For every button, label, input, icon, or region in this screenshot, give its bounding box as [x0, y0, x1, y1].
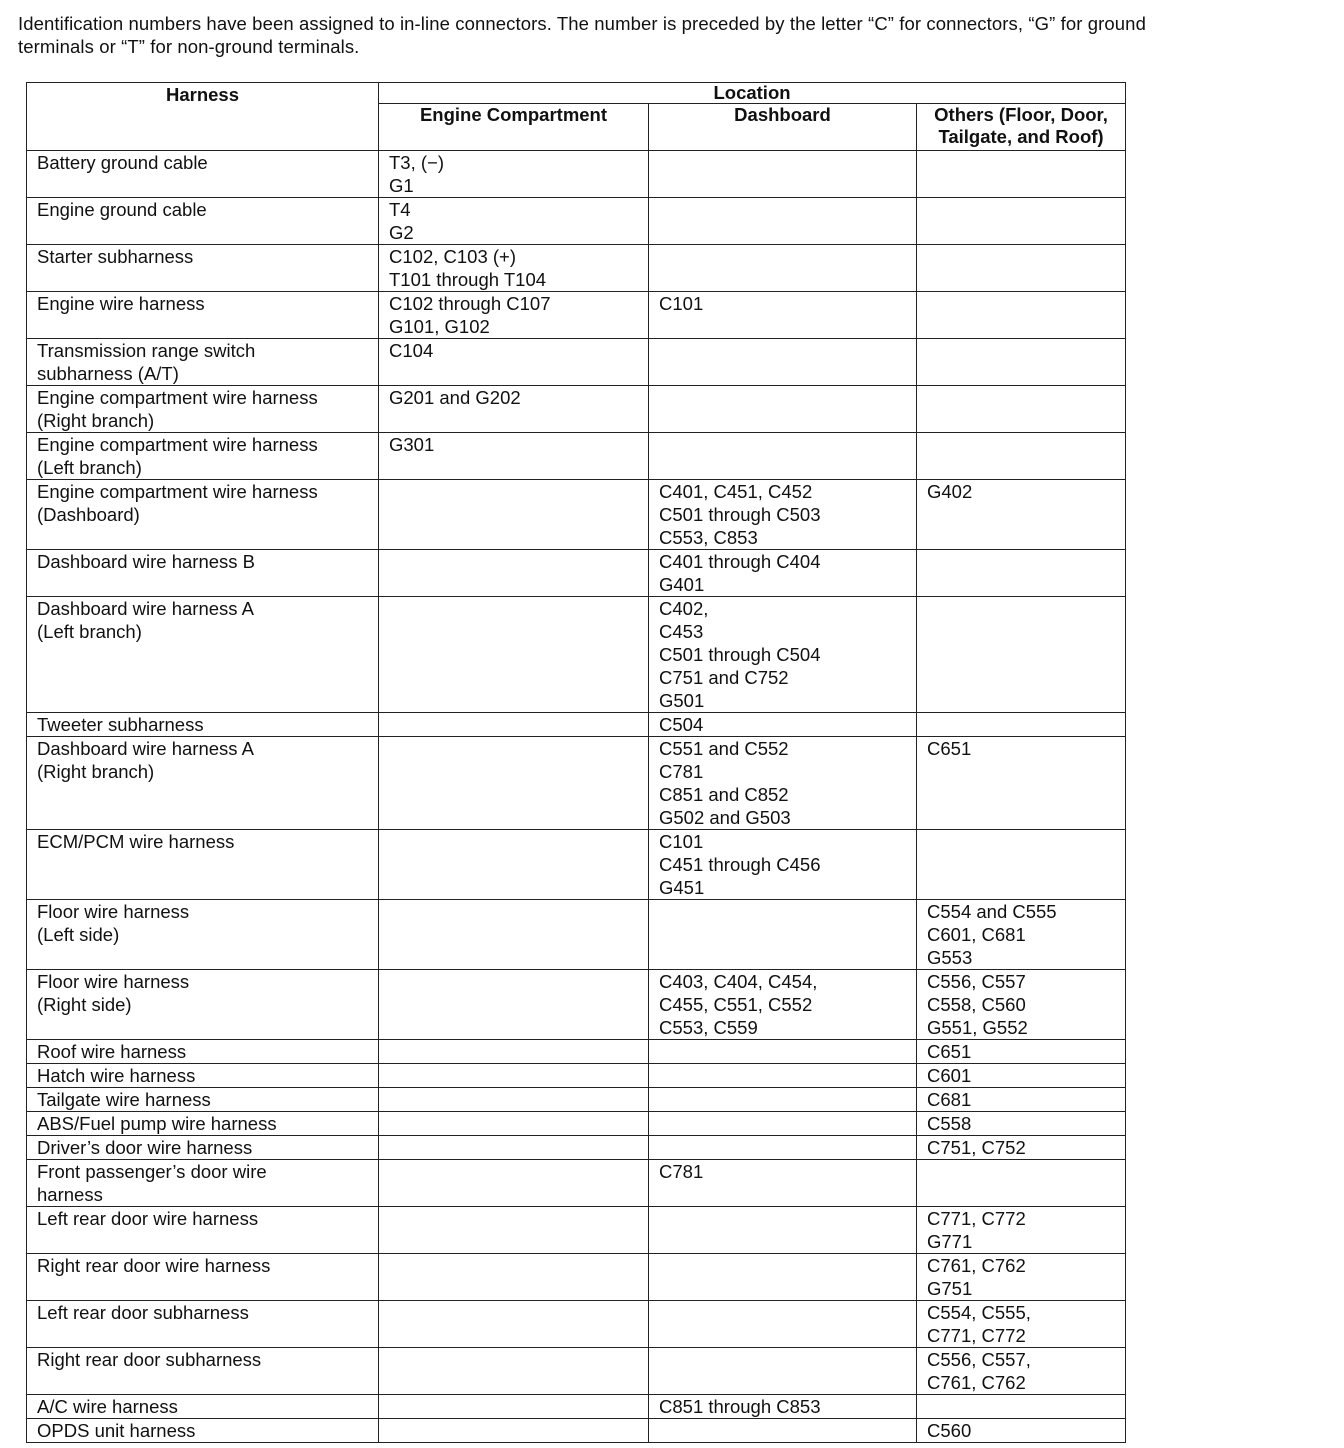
engine-compartment-cell	[379, 480, 649, 550]
others-cell	[917, 1348, 1126, 1395]
engine-compartment-cell	[379, 713, 649, 737]
others-cell	[917, 1040, 1126, 1064]
header-dashboard: Dashboard	[649, 104, 917, 151]
harness-name-cell	[27, 1207, 379, 1254]
cell-line: C402,	[659, 598, 709, 619]
others-cell	[917, 830, 1126, 900]
others-cell	[917, 1207, 1126, 1254]
cell-line: G402	[927, 481, 973, 502]
harness-name-cell	[27, 713, 379, 737]
cell-line: Hatch wire harness	[37, 1065, 196, 1086]
harness-name-cell	[27, 900, 379, 970]
cell-line: C556, C557	[927, 971, 1026, 992]
engine-compartment-cell	[379, 1395, 649, 1419]
cell-line: Roof wire harness	[37, 1041, 187, 1062]
cell-line: C681	[927, 1089, 972, 1110]
others-cell	[917, 1160, 1126, 1207]
engine-compartment-cell	[379, 339, 649, 386]
harness-name-cell	[27, 1348, 379, 1395]
harness-name-cell	[27, 1395, 379, 1419]
harness-name-cell	[27, 1112, 379, 1136]
cell-line: G401	[659, 574, 705, 595]
others-cell	[917, 1395, 1126, 1419]
table-row	[27, 1348, 1126, 1395]
table-row	[27, 550, 1126, 597]
engine-compartment-cell	[379, 970, 649, 1040]
cell-line: C651	[927, 1041, 972, 1062]
dashboard-cell	[649, 1348, 917, 1395]
engine-compartment-cell	[379, 737, 649, 830]
cell-line: G101, G102	[389, 316, 490, 337]
others-cell	[917, 737, 1126, 830]
table-row	[27, 1136, 1126, 1160]
dashboard-cell	[649, 433, 917, 480]
others-cell	[917, 245, 1126, 292]
cell-line: C781	[659, 761, 704, 782]
cell-line: C101	[659, 831, 704, 852]
harness-name-cell	[27, 292, 379, 339]
cell-line: Front passenger’s door wire	[37, 1161, 267, 1182]
cell-line: (Right side)	[37, 994, 132, 1015]
dashboard-cell	[649, 198, 917, 245]
others-cell	[917, 198, 1126, 245]
header-location: Location	[379, 83, 1126, 104]
table-row	[27, 713, 1126, 737]
cell-line: OPDS unit harness	[37, 1420, 196, 1441]
cell-line: harness	[37, 1184, 103, 1205]
engine-compartment-cell	[379, 1136, 649, 1160]
header-others	[917, 104, 1126, 151]
table-row	[27, 292, 1126, 339]
dashboard-cell	[649, 1160, 917, 1207]
cell-line: Engine compartment wire harness	[37, 434, 318, 455]
cell-line: C101	[659, 293, 704, 314]
cell-line: G501	[659, 690, 705, 711]
dashboard-cell	[649, 245, 917, 292]
cell-line: T4	[389, 199, 411, 220]
cell-line: ECM/PCM wire harness	[37, 831, 235, 852]
harness-name-cell	[27, 1301, 379, 1348]
others-cell	[917, 1064, 1126, 1088]
table-row	[27, 1419, 1126, 1443]
intro-line-1: Identification numbers have been assigned to in-line connectors. The number is preceded by the letter “C” for connectors, “G” for ground	[18, 13, 1146, 34]
others-cell	[917, 713, 1126, 737]
harness-name-cell	[27, 1040, 379, 1064]
table-row	[27, 737, 1126, 830]
others-cell	[917, 550, 1126, 597]
cell-line: ABS/Fuel pump wire harness	[37, 1113, 277, 1134]
cell-line: C401 through C404	[659, 551, 821, 572]
others-cell	[917, 597, 1126, 713]
table-row	[27, 1301, 1126, 1348]
cell-line: T101 through T104	[389, 269, 547, 290]
others-cell	[917, 151, 1126, 198]
others-cell	[917, 1136, 1126, 1160]
cell-line: (Right branch)	[37, 761, 155, 782]
others-cell	[917, 1088, 1126, 1112]
table-row	[27, 1112, 1126, 1136]
engine-compartment-cell	[379, 433, 649, 480]
cell-line: C453	[659, 621, 704, 642]
others-cell	[917, 1301, 1126, 1348]
cell-line: G2	[389, 222, 414, 243]
cell-line: (Left branch)	[37, 457, 142, 478]
cell-line: C761, C762	[927, 1255, 1026, 1276]
others-cell	[917, 1254, 1126, 1301]
harness-name-cell	[27, 339, 379, 386]
cell-line: C761, C762	[927, 1372, 1026, 1393]
engine-compartment-cell	[379, 151, 649, 198]
engine-compartment-cell	[379, 198, 649, 245]
harness-name-cell	[27, 151, 379, 198]
cell-line: C556, C557,	[927, 1349, 1031, 1370]
table-row	[27, 1207, 1126, 1254]
engine-compartment-cell	[379, 292, 649, 339]
header-harness: Harness	[27, 83, 379, 151]
others-cell	[917, 1419, 1126, 1443]
dashboard-cell	[649, 339, 917, 386]
harness-name-cell	[27, 550, 379, 597]
engine-compartment-cell	[379, 597, 649, 713]
dashboard-cell	[649, 1207, 917, 1254]
harness-name-cell	[27, 830, 379, 900]
cell-line: C553, C853	[659, 527, 758, 548]
table-row	[27, 198, 1126, 245]
cell-line: C601, C681	[927, 924, 1026, 945]
harness-name-cell	[27, 433, 379, 480]
dashboard-cell	[649, 1040, 917, 1064]
cell-line: G551, G552	[927, 1017, 1028, 1038]
dashboard-cell	[649, 1419, 917, 1443]
engine-compartment-cell	[379, 1040, 649, 1064]
harness-name-cell	[27, 480, 379, 550]
cell-line: C558	[927, 1113, 972, 1134]
cell-line: C851 through C853	[659, 1396, 821, 1417]
dashboard-cell	[649, 1112, 917, 1136]
engine-compartment-cell	[379, 1088, 649, 1112]
dashboard-cell	[649, 970, 917, 1040]
harness-name-cell	[27, 1419, 379, 1443]
others-cell	[917, 480, 1126, 550]
cell-line: Left rear door subharness	[37, 1302, 249, 1323]
engine-compartment-cell	[379, 245, 649, 292]
intro-paragraph	[18, 12, 1336, 58]
cell-line: C401, C451, C452	[659, 481, 813, 502]
cell-line: C455, C551, C552	[659, 994, 813, 1015]
engine-compartment-cell	[379, 386, 649, 433]
cell-line: Dashboard wire harness B	[37, 551, 255, 572]
cell-line: Floor wire harness	[37, 901, 190, 922]
harness-name-cell	[27, 386, 379, 433]
header-others-line-1: Others (Floor, Door,	[934, 104, 1108, 125]
table-row	[27, 597, 1126, 713]
cell-line: T3, (−)	[389, 152, 444, 173]
harness-name-cell	[27, 1254, 379, 1301]
header-engine-compartment: Engine Compartment	[379, 104, 649, 151]
cell-line: C558, C560	[927, 994, 1026, 1015]
cell-line: Engine compartment wire harness	[37, 387, 318, 408]
engine-compartment-cell	[379, 1160, 649, 1207]
header-others-line-2: Tailgate, and Roof)	[938, 126, 1104, 147]
cell-line: C771, C772	[927, 1325, 1026, 1346]
table-row	[27, 433, 1126, 480]
cell-line: C781	[659, 1161, 704, 1182]
engine-compartment-cell	[379, 1207, 649, 1254]
engine-compartment-cell	[379, 830, 649, 900]
cell-line: C751 and C752	[659, 667, 789, 688]
cell-line: G771	[927, 1231, 973, 1252]
harness-name-cell	[27, 1064, 379, 1088]
table-row	[27, 1040, 1126, 1064]
cell-line: Engine wire harness	[37, 293, 205, 314]
harness-name-cell	[27, 970, 379, 1040]
table-row	[27, 1088, 1126, 1112]
table-row	[27, 1064, 1126, 1088]
cell-line: C403, C404, C454,	[659, 971, 818, 992]
dashboard-cell	[649, 713, 917, 737]
cell-line: C554, C555,	[927, 1302, 1031, 1323]
dashboard-cell	[649, 830, 917, 900]
intro-line-2: terminals or “T” for non-ground terminals.	[18, 36, 360, 57]
engine-compartment-cell	[379, 1419, 649, 1443]
cell-line: Transmission range switch	[37, 340, 256, 361]
dashboard-cell	[649, 1254, 917, 1301]
dashboard-cell	[649, 386, 917, 433]
others-cell	[917, 386, 1126, 433]
cell-line: G502 and G503	[659, 807, 791, 828]
cell-line: C104	[389, 340, 434, 361]
cell-line: G553	[927, 947, 973, 968]
dashboard-cell	[649, 1395, 917, 1419]
engine-compartment-cell	[379, 1254, 649, 1301]
engine-compartment-cell	[379, 1112, 649, 1136]
cell-line: Right rear door wire harness	[37, 1255, 271, 1276]
cell-line: (Left branch)	[37, 621, 142, 642]
harness-name-cell	[27, 198, 379, 245]
table-body	[27, 151, 1126, 1443]
table-row	[27, 970, 1126, 1040]
dashboard-cell	[649, 1301, 917, 1348]
table-row	[27, 900, 1126, 970]
cell-line: C851 and C852	[659, 784, 789, 805]
cell-line: Dashboard wire harness A	[37, 738, 254, 759]
dashboard-cell	[649, 151, 917, 198]
harness-name-cell	[27, 245, 379, 292]
cell-line: Dashboard wire harness A	[37, 598, 254, 619]
cell-line: A/C wire harness	[37, 1396, 178, 1417]
cell-line: C554 and C555	[927, 901, 1057, 922]
cell-line: C601	[927, 1065, 972, 1086]
cell-line: C560	[927, 1420, 972, 1441]
cell-line: G751	[927, 1278, 973, 1299]
cell-line: (Dashboard)	[37, 504, 140, 525]
dashboard-cell	[649, 480, 917, 550]
cell-line: Driver’s door wire harness	[37, 1137, 253, 1158]
cell-line: Tailgate wire harness	[37, 1089, 211, 1110]
dashboard-cell	[649, 597, 917, 713]
cell-line: Battery ground cable	[37, 152, 208, 173]
cell-line: Right rear door subharness	[37, 1349, 262, 1370]
table-row	[27, 245, 1126, 292]
others-cell	[917, 1112, 1126, 1136]
cell-line: C504	[659, 714, 704, 735]
harness-name-cell	[27, 1136, 379, 1160]
others-cell	[917, 970, 1126, 1040]
cell-line: C651	[927, 738, 972, 759]
cell-line: C501 through C503	[659, 504, 821, 525]
harness-name-cell	[27, 737, 379, 830]
cell-line: G301	[389, 434, 435, 455]
table-row	[27, 339, 1126, 386]
table-row	[27, 480, 1126, 550]
cell-line: C102 through C107	[389, 293, 551, 314]
cell-line: Engine compartment wire harness	[37, 481, 318, 502]
engine-compartment-cell	[379, 1301, 649, 1348]
table-row	[27, 1254, 1126, 1301]
harness-name-cell	[27, 1088, 379, 1112]
cell-line: Engine ground cable	[37, 199, 207, 220]
engine-compartment-cell	[379, 900, 649, 970]
table-row	[27, 1395, 1126, 1419]
dashboard-cell	[649, 1064, 917, 1088]
others-cell	[917, 433, 1126, 480]
cell-line: Left rear door wire harness	[37, 1208, 259, 1229]
cell-line: C501 through C504	[659, 644, 821, 665]
cell-line: (Right branch)	[37, 410, 155, 431]
dashboard-cell	[649, 900, 917, 970]
dashboard-cell	[649, 292, 917, 339]
others-cell	[917, 292, 1126, 339]
others-cell	[917, 900, 1126, 970]
cell-line: subharness (A/T)	[37, 363, 179, 384]
table-row	[27, 386, 1126, 433]
engine-compartment-cell	[379, 1064, 649, 1088]
dashboard-cell	[649, 550, 917, 597]
engine-compartment-cell	[379, 1348, 649, 1395]
harness-name-cell	[27, 1160, 379, 1207]
table-row	[27, 151, 1126, 198]
cell-line: C553, C559	[659, 1017, 758, 1038]
cell-line: C771, C772	[927, 1208, 1026, 1229]
cell-line: Floor wire harness	[37, 971, 190, 992]
cell-line: (Left side)	[37, 924, 120, 945]
engine-compartment-cell	[379, 550, 649, 597]
cell-line: C551 and C552	[659, 738, 789, 759]
cell-line: C451 through C456	[659, 854, 821, 875]
cell-line: G201 and G202	[389, 387, 521, 408]
harness-name-cell	[27, 597, 379, 713]
cell-line: C751, C752	[927, 1137, 1026, 1158]
cell-line: C102, C103 (+)	[389, 246, 516, 267]
table-row	[27, 1160, 1126, 1207]
cell-line: G1	[389, 175, 414, 196]
cell-line: Tweeter subharness	[37, 714, 204, 735]
others-cell	[917, 339, 1126, 386]
dashboard-cell	[649, 1136, 917, 1160]
table-row	[27, 830, 1126, 900]
connector-location-table	[26, 82, 1126, 1443]
cell-line: Starter subharness	[37, 246, 194, 267]
dashboard-cell	[649, 1088, 917, 1112]
cell-line: G451	[659, 877, 705, 898]
dashboard-cell	[649, 737, 917, 830]
